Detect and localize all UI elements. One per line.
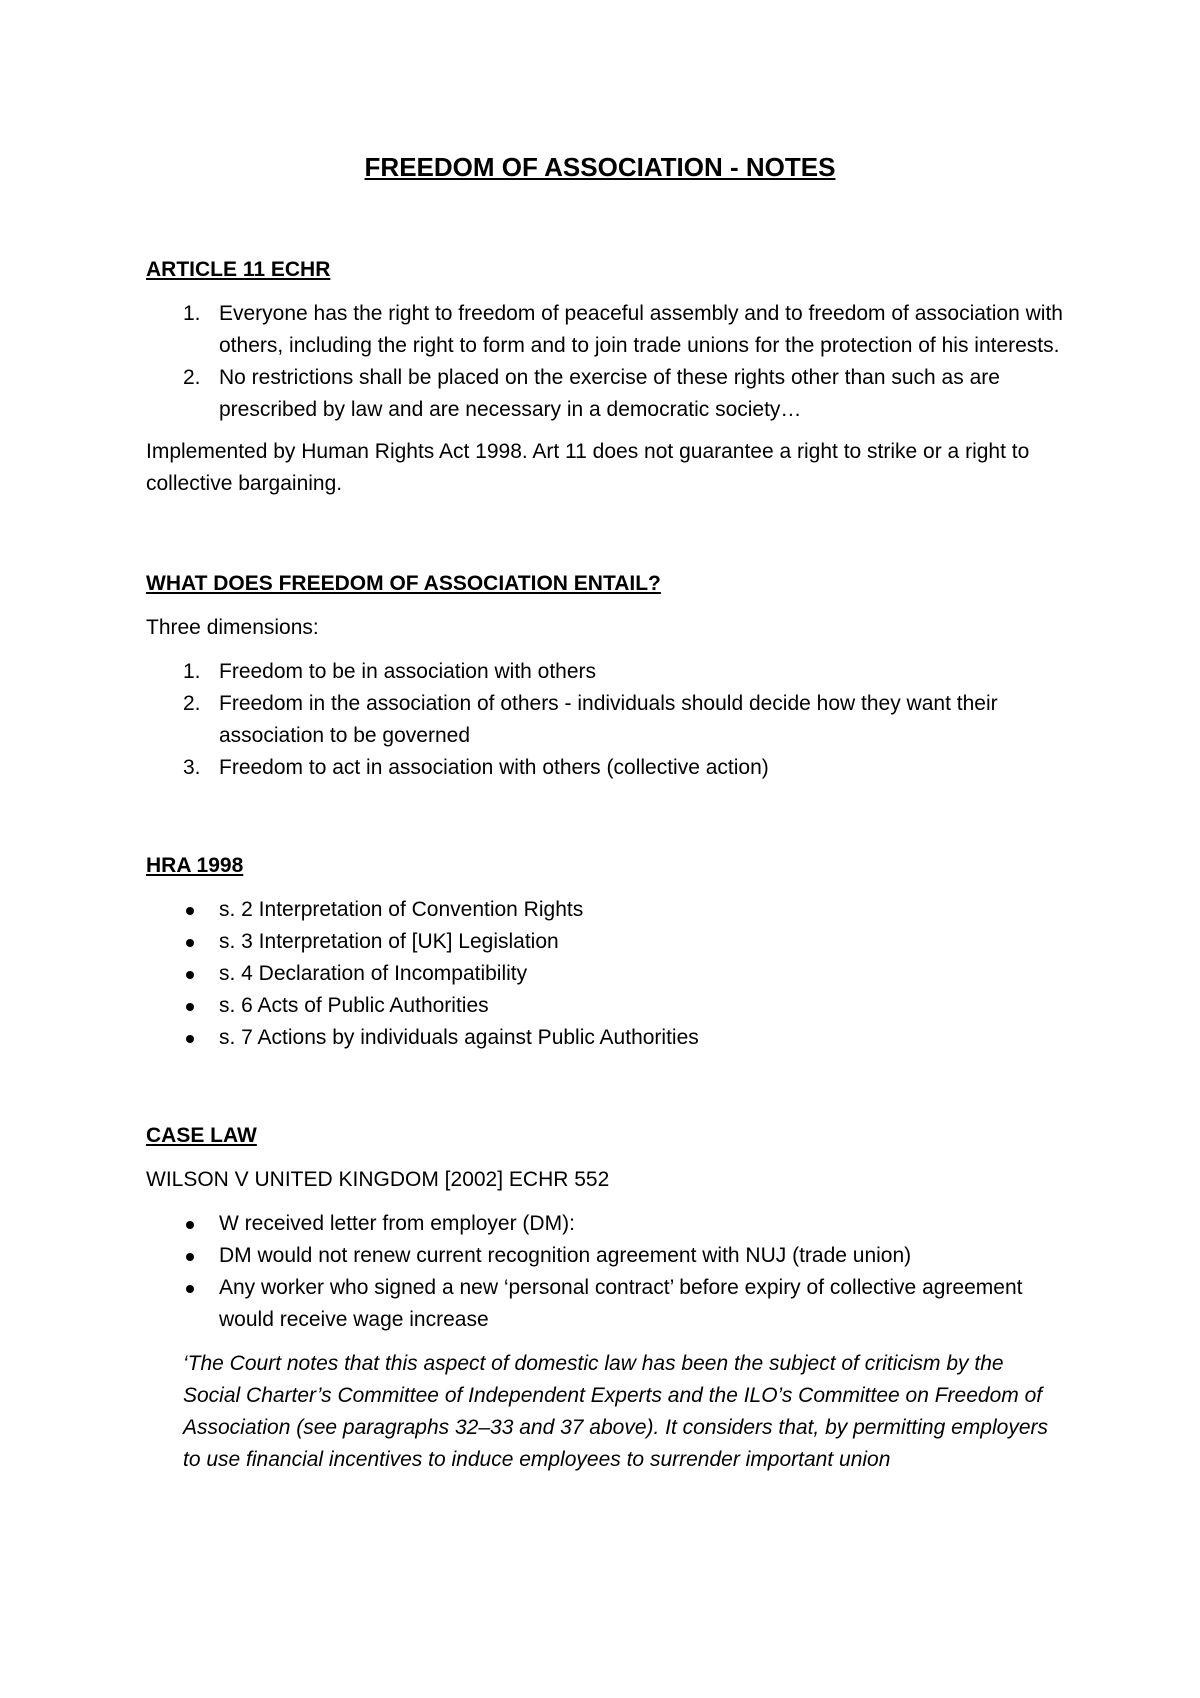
list-item: [146, 926, 1066, 958]
bullet-icon: [186, 1003, 194, 1011]
case-title: WILSON V UNITED KINGDOM [2002] ECHR 552: [146, 1168, 610, 1191]
document-title: FREEDOM OF ASSOCIATION - NOTES: [364, 152, 836, 182]
entail-intro: Three dimensions:: [146, 616, 319, 639]
hra-list: [146, 894, 1066, 1054]
bullet-icon: [186, 907, 194, 915]
case-law-section: [146, 1120, 1066, 1476]
section-heading-case-law: CASE LAW: [146, 1124, 257, 1147]
entail-section: [146, 568, 1066, 784]
list-number: 1.: [183, 302, 201, 325]
bullet-icon: [186, 1035, 194, 1043]
list-item: [146, 990, 1066, 1022]
section-heading-entail: WHAT DOES FREEDOM OF ASSOCIATION ENTAIL?: [146, 572, 661, 595]
document-body: [146, 254, 1066, 1476]
case-facts-list: [146, 1208, 1066, 1336]
list-number: 1.: [183, 660, 201, 683]
bullet-icon: [186, 1285, 194, 1293]
list-item: [146, 688, 1066, 752]
bullet-icon: [186, 939, 194, 947]
list-item-text: s. 6 Acts of Public Authorities: [219, 994, 489, 1017]
list-item-text: s. 4 Declaration of Incompatibility: [219, 962, 528, 985]
list-item-text: Freedom in the association of others - individuals should decide how they want their association to be governed: [219, 692, 998, 747]
list-item: [146, 1272, 1066, 1336]
section-heading-hra: HRA 1998: [146, 854, 244, 877]
article-11-section: [146, 254, 1066, 500]
list-item-text: s. 3 Interpretation of [UK] Legislation: [219, 930, 559, 953]
bullet-icon: [186, 1221, 194, 1229]
list-item: [146, 752, 1066, 784]
list-item: [146, 362, 1066, 426]
list-item-text: Freedom to be in association with others: [219, 660, 597, 683]
list-item: [146, 1022, 1066, 1054]
hra-section: [146, 850, 1066, 1054]
list-number: 3.: [183, 756, 201, 779]
list-item: [146, 1208, 1066, 1240]
list-item-text: No restrictions shall be placed on the exercise of these rights other than such as are prescribed by law and are necessary in a democratic society…: [219, 366, 1000, 421]
list-item-text: s. 2 Interpretation of Convention Rights: [219, 898, 584, 921]
article-11-list: [146, 298, 1066, 426]
bullet-icon: [186, 1253, 194, 1261]
list-item-text: s. 7 Actions by individuals against Public Authorities: [219, 1026, 699, 1049]
entail-list: [146, 656, 1066, 784]
list-item: [146, 298, 1066, 362]
bullet-icon: [186, 971, 194, 979]
list-item-text: Everyone has the right to freedom of peaceful assembly and to freedom of association with others, including the right to form and to join trade unions for the protection of his interests.: [219, 302, 1063, 357]
section-heading-article-11: ARTICLE 11 ECHR: [146, 258, 331, 281]
list-item: [146, 1240, 1066, 1272]
case-quote: ‘The Court notes that this aspect of domestic law has been the subject of criticism by the Social Charter’s Committee of Independent Experts and the ILO’s Committee on Freedom of Association (see paragraphs 32–33 and 37 above). It considers that, by permitting employers to use financial incentives to induce employees to surrender important union: [183, 1352, 1048, 1471]
article-11-note: Implemented by Human Rights Act 1998. Art 11 does not guarantee a right to strike or a right to collective bargaining.: [146, 440, 1030, 495]
list-number: 2.: [183, 366, 201, 389]
list-item-text: W received letter from employer (DM):: [219, 1212, 575, 1235]
list-item: [146, 958, 1066, 990]
list-item: [146, 656, 1066, 688]
list-item-text: Freedom to act in association with others (collective action): [219, 756, 769, 779]
list-item-text: Any worker who signed a new ‘personal contract’ before expiry of collective agreement would receive wage increase: [219, 1276, 1023, 1331]
list-number: 2.: [183, 692, 201, 715]
list-item-text: DM would not renew current recognition agreement with NUJ (trade union): [219, 1244, 912, 1267]
list-item: [146, 894, 1066, 926]
